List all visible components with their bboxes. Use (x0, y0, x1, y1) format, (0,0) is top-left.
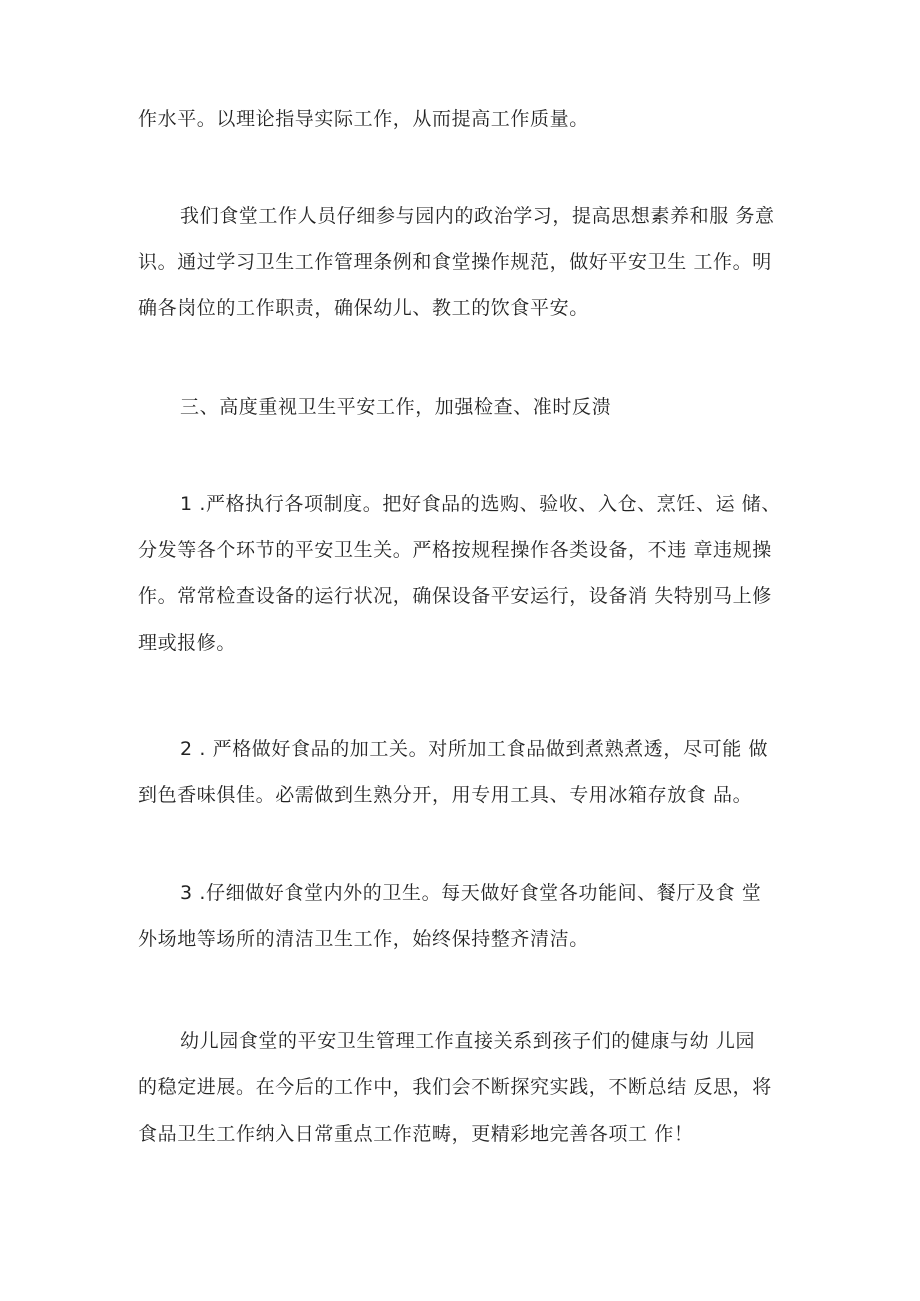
item-1-line-3: 作。常常检查设备的运行状况，确保设备平安运行，设备消 失特别马上修 (138, 585, 772, 607)
paragraph-2-line-3: 确各岗位的工作职责，确保幼儿、教工的饮食平安。 (138, 297, 589, 319)
final-paragraph-line-1: 幼儿园食堂的平安卫生管理工作直接关系到孩子们的健康与幼 儿园 (180, 1030, 756, 1052)
item-2-line-2: 到色香味俱佳。必需做到生熟分开，用专用工具、专用冰箱存放食 品。 (138, 784, 753, 806)
item-3-line-1: 3 .仔细做好食堂内外的卫生。每天做好食堂各功能间、餐厅及食 堂 (180, 882, 762, 904)
paragraph-2-line-2: 识。通过学习卫生工作管理条例和食堂操作规范，做好平安卫生 工作。明 (138, 251, 772, 273)
paragraph-1-line-1: 作水平。以理论指导实际工作，从而提高工作质量。 (138, 108, 589, 130)
paragraph-2-line-1: 我们食堂工作人员仔细参与园内的政治学习，提高思想素养和服 务意 (180, 205, 775, 227)
item-1-line-1: 1 .严格执行各项制度。把好食品的选购、验收、入仓、烹饪、运 储、 (180, 493, 782, 515)
section-heading-3: 三、高度重视卫生平安工作，加强检查、准时反溃 (180, 396, 612, 418)
item-3-line-2: 外场地等场所的清洁卫生工作，始终保持整齐清洁。 (138, 928, 589, 950)
item-2-line-1: 2 . 严格做好食品的加工关。对所加工食品做到煮熟煮透，尽可能 做 (180, 738, 769, 760)
final-paragraph-line-3: 食品卫生工作纳入日常重点工作范畴，更精彩地完善各项工 作！ (138, 1123, 694, 1145)
final-paragraph-line-2: 的稳定进展。在今后的工作中，我们会不断探究实践，不断总结 反思，将 (138, 1076, 772, 1098)
item-1-line-2: 分发等各个环节的平安卫生关。严格按规程操作各类设备，不违 章违规操 (138, 539, 772, 561)
item-1-line-4: 理或报修。 (138, 632, 237, 654)
